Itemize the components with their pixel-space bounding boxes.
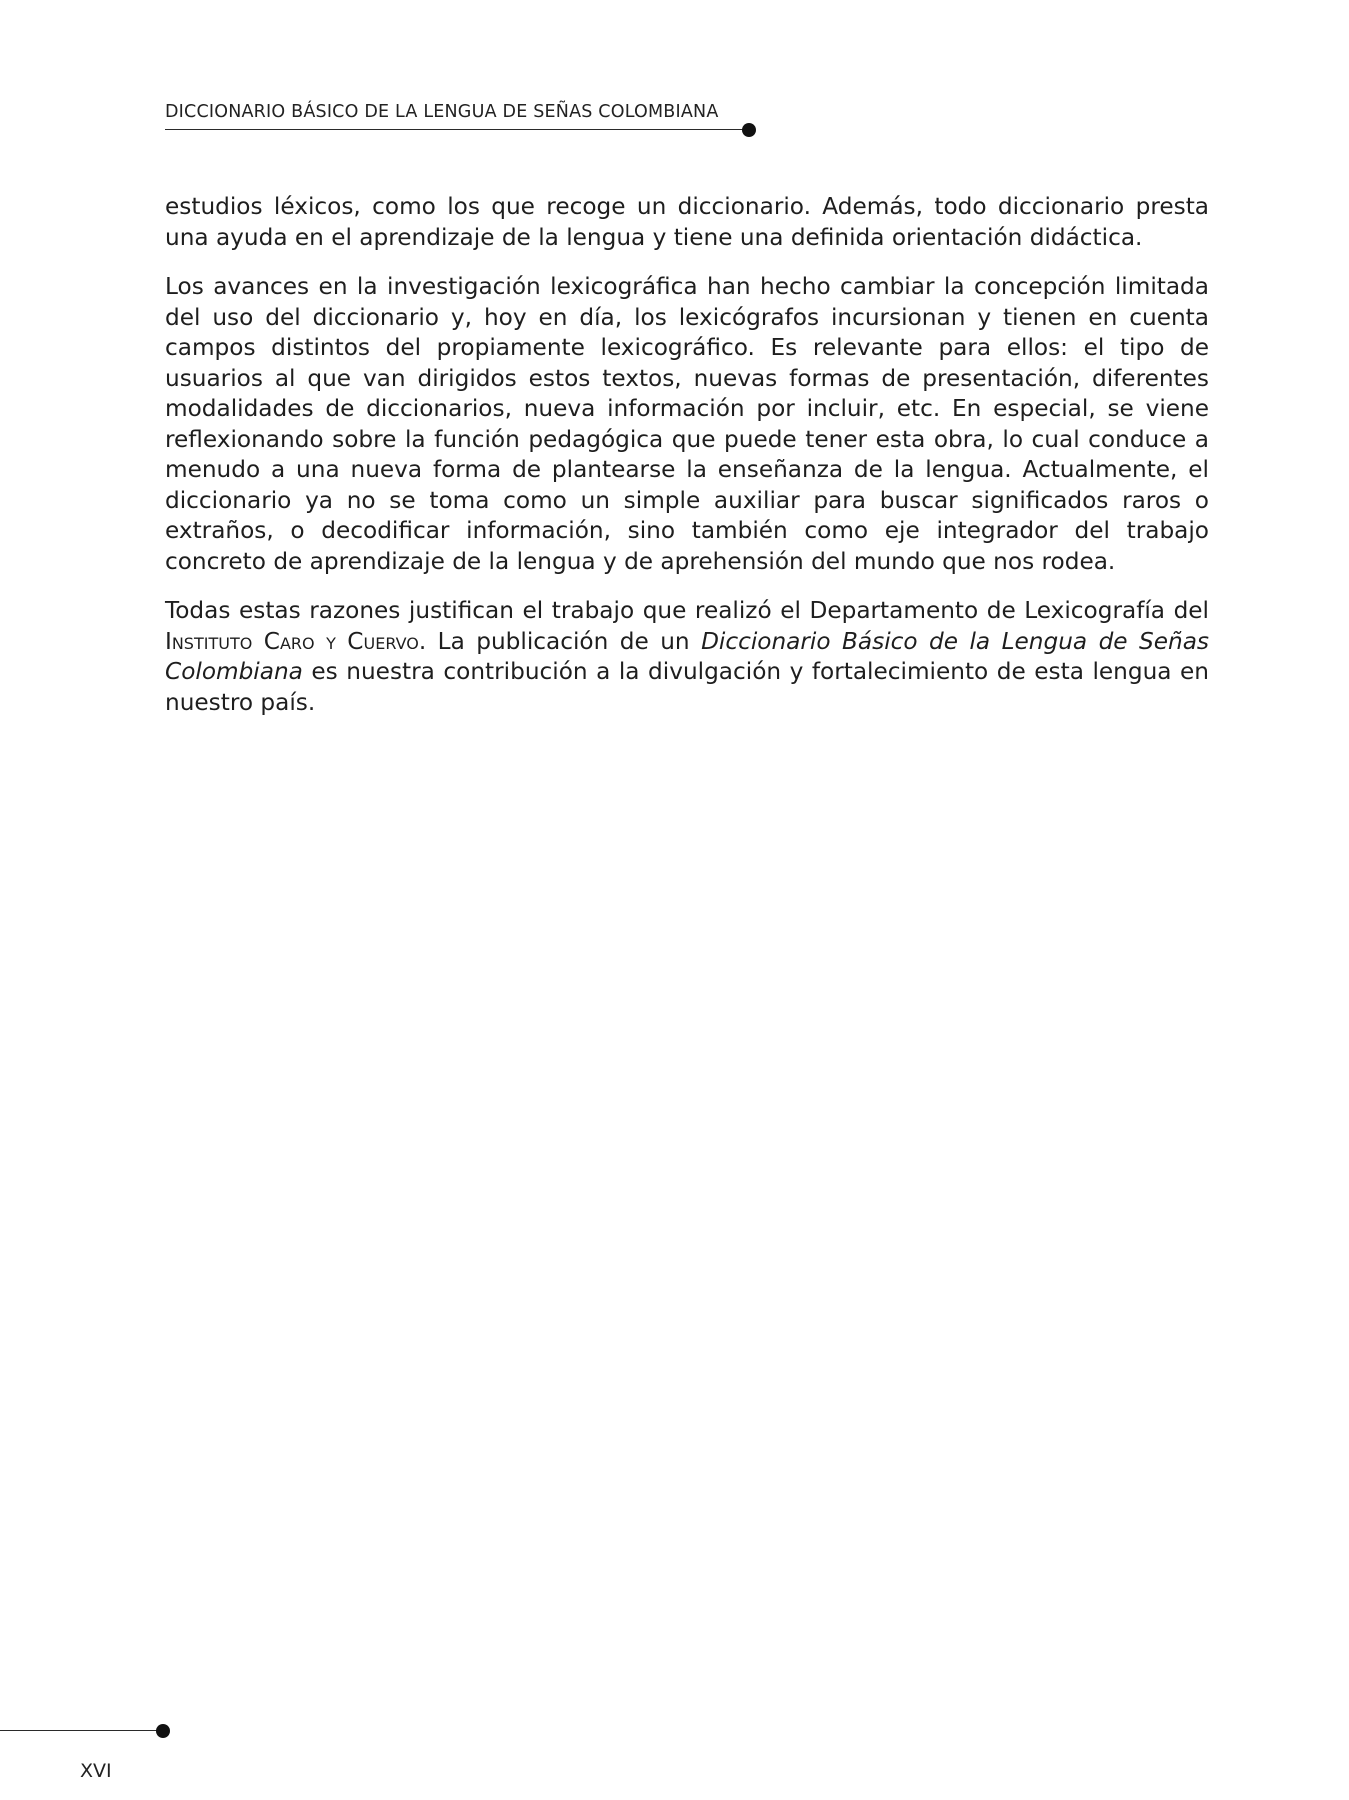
paragraph-3 (165, 596, 1209, 718)
paragraph-3-tail: es nuestra contribución a la divulgación y fortalecimiento de esta lengua en nuestro país. (165, 658, 1209, 716)
running-header: DICCIONARIO BÁSICO DE LA LENGUA DE SEÑAS COLOMBIANA (165, 102, 719, 122)
paragraph-1: estudios léxicos, como los que recoge un diccionario. Además, todo diccionario presta una ayuda en el aprendizaje de la lengua y tiene una definida orientación didáctica. (165, 193, 1209, 251)
body-text (165, 192, 1209, 737)
paragraph-3-middle: . La publicación de un (418, 627, 702, 655)
page-number: XVI (80, 1760, 112, 1782)
paragraph-3-lead: Todas estas razones justifican el trabajo que realizó el Departamento de Lexicografía del (165, 597, 1209, 624)
footer-dot-ornament (156, 1724, 170, 1738)
header-dot-ornament (742, 123, 756, 137)
paragraph-2: Los avances en la investigación lexicográfica han hecho cambiar la concepción limitada del uso del diccionario y, hoy en día, los lexicógrafos incursionan y tienen en cuenta campos distintos del propiamente lexicográfico. Es relevante para ellos: el tipo de usuarios al que van dirigidos estos textos, nuevas formas de presentación, diferentes modalidades de diccionarios, nueva información por incluir, etc. En especial, se viene reflexionando sobre la función pedagógica que puede tener esta obra, lo cual conduce a menudo a una nueva forma de plantearse la enseñanza de la lengua. Actualmente, el diccionario ya no se toma como un simple auxiliar para buscar significados raros o extraños, o decodificar información, sino también como eje integrador del trabajo concreto de aprendizaje de la lengua y de aprehensión del mundo que nos rodea. (165, 273, 1209, 575)
header-rule (165, 129, 748, 130)
footer-rule (0, 1730, 160, 1731)
book-title: Diccionario Básico de la Lengua de Señas Colombiana (165, 627, 1209, 685)
institution-name: Instituto Caro y Cuervo (165, 627, 419, 655)
